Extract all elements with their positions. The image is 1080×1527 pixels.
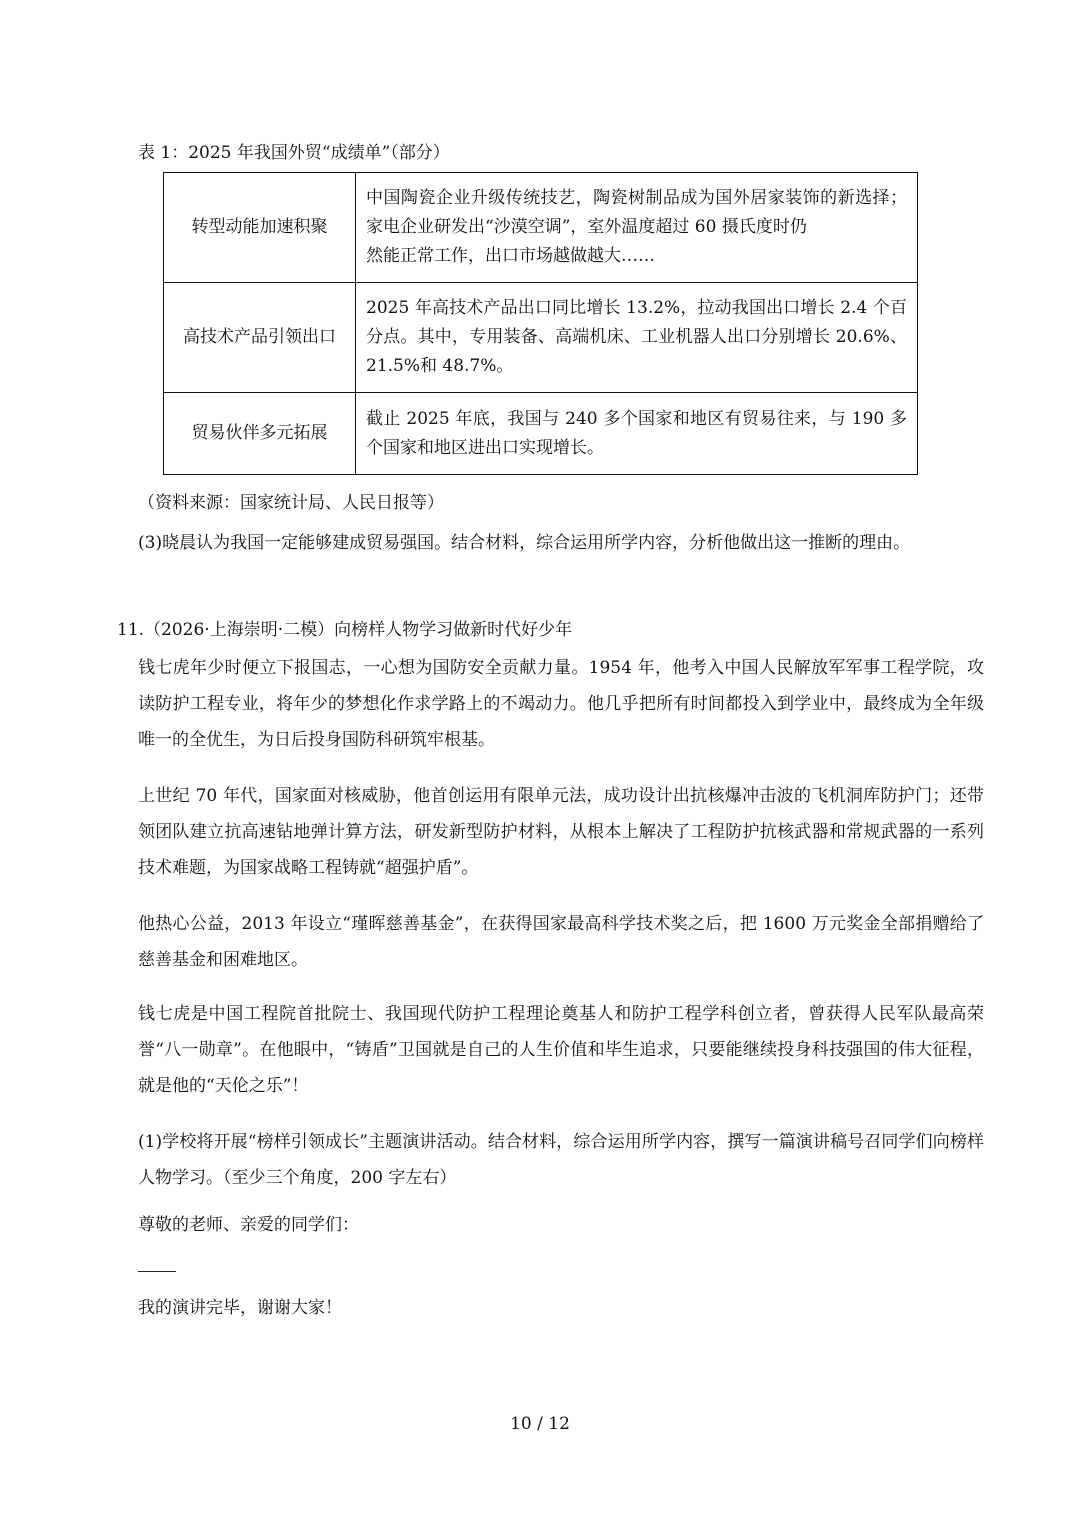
table-content-text: 中国陶瓷企业升级传统技艺，陶瓷树制品成为国外居家装饰的新选择；家电企业研发出“沙漠空调”，室外温度超过 60 摄氏度时仍 bbox=[366, 188, 907, 237]
material-paragraph: 他热心公益，2013 年设立“瑾晖慈善基金”，在获得国家最高科学技术奖之后，把 1600 万元奖金全部捐赠给了慈善基金和困难地区。 bbox=[138, 914, 984, 970]
table-caption: 表 1：2025 年我国外贸“成绩单”（部分） bbox=[138, 143, 450, 163]
material-paragraph: 钱七虎是中国工程院首批院士、我国现代防护工程理论奠基人和防护工程学科创立者，曾获得人民军队最高荣誉“八一勋章”。在他眼中，“铸盾”卫国就是自己的人生价值和毕生追求，只要能继续投身科技强国的伟大征程，就是他的“天伦之乐”！ bbox=[138, 1004, 984, 1096]
table-content-cell bbox=[356, 173, 918, 283]
table-category-cell: 高技术产品引领出口 bbox=[164, 283, 356, 393]
table-row bbox=[164, 393, 918, 475]
table-row bbox=[164, 173, 918, 283]
answer-blank-line bbox=[138, 1271, 176, 1272]
trade-report-table bbox=[163, 172, 918, 475]
table-content-tail: 然能正常工作，出口市场越做越大…… bbox=[366, 246, 655, 266]
question-11-title: 11.（2026·上海崇明·二模）向榜样人物学习做新时代好少年 bbox=[117, 620, 573, 640]
table-category-cell: 贸易伙伴多元拓展 bbox=[164, 393, 356, 475]
speech-greeting: 尊敬的老师、亲爱的同学们： bbox=[138, 1215, 359, 1235]
table-content-cell: 截止 2025 年底，我国与 240 多个国家和地区有贸易往来，与 190 多个国家和地区进出口实现增长。 bbox=[356, 393, 918, 475]
page-number: 10 / 12 bbox=[510, 1414, 570, 1434]
question-3-text: (3)晓晨认为我国一定能够建成贸易强国。结合材料，综合运用所学内容，分析他做出这一推断的理由。 bbox=[138, 533, 911, 553]
question-1-text: (1)学校将开展“榜样引领成长”主题演讲活动。结合材料，综合运用所学内容，撰写一篇演讲稿号召同学们向榜样人物学习。（至少三个角度，200 字左右） bbox=[138, 1132, 984, 1188]
source-note: （资料来源：国家统计局、人民日报等） bbox=[138, 493, 444, 513]
material-paragraph: 上世纪 70 年代，国家面对核威胁，他首创运用有限单元法，成功设计出抗核爆冲击波的飞机洞库防护门；还带领团队建立抗高速钻地弹计算方法，研发新型防护材料，从根本上解决了工程防护抗核武器和常规武器的一系列技术难题，为国家战略工程铸就“超强护盾”。 bbox=[138, 786, 984, 878]
table-content-cell: 2025 年高技术产品出口同比增长 13.2%，拉动我国出口增长 2.4 个百分点。其中，专用装备、高端机床、工业机器人出口分别增长 20.6%、21.5%和 48.7%。 bbox=[356, 283, 918, 393]
speech-closing: 我的演讲完毕，谢谢大家！ bbox=[138, 1298, 342, 1318]
table-row bbox=[164, 283, 918, 393]
table-category-cell: 转型动能加速积聚 bbox=[164, 173, 356, 283]
material-paragraph: 钱七虎年少时便立下报国志，一心想为国防安全贡献力量。1954 年，他考入中国人民解放军军事工程学院，攻读防护工程专业，将年少的梦想化作求学路上的不竭动力。他几乎把所有时间都投入到学业中，最终成为全年级唯一的全优生，为日后投身国防科研筑牢根基。 bbox=[138, 658, 984, 750]
